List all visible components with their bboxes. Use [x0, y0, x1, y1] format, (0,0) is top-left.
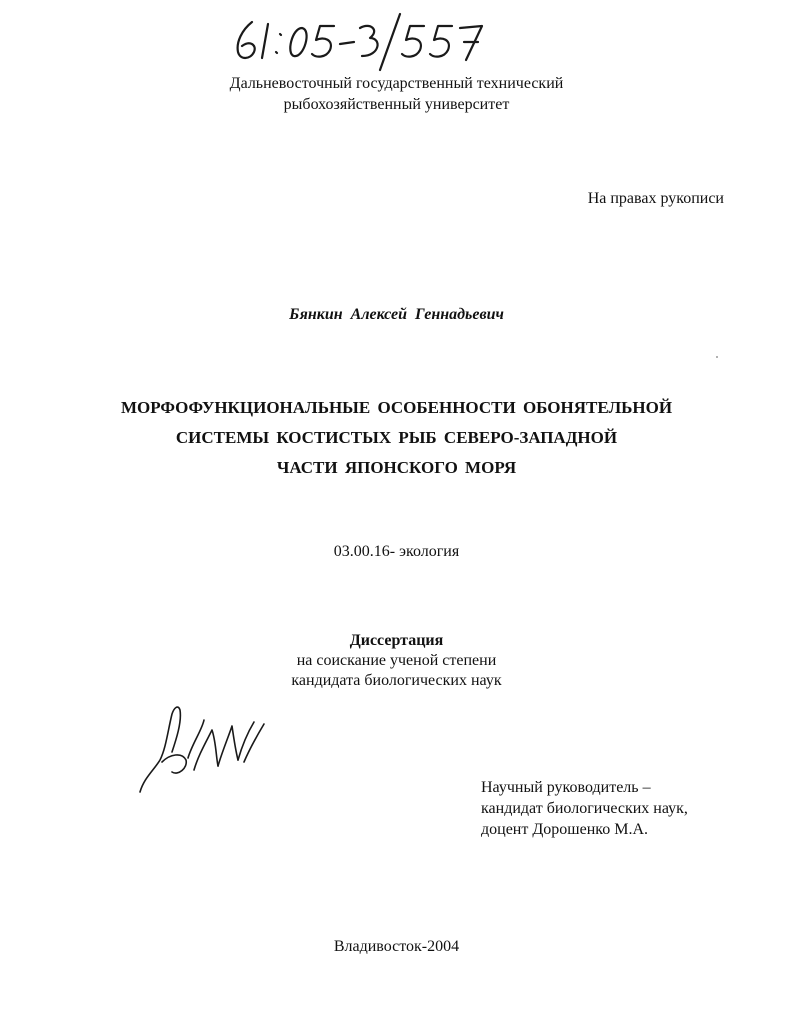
city-year: Владивосток-2004	[333, 938, 460, 955]
university-name	[100, 73, 693, 115]
scan-speck	[716, 356, 718, 358]
degree-line-3: кандидата биологических наук	[291, 672, 502, 689]
specialty-code: 03.00.16- экология	[333, 543, 460, 560]
handwritten-archive-code	[228, 8, 488, 74]
rights-note: На правах рукописи	[587, 190, 724, 207]
supervisor-line-3: доцент Дорошенко М.А.	[481, 821, 648, 838]
degree-heading: Диссертация	[349, 632, 444, 649]
degree-line-2: на соискание ученой степени	[296, 652, 497, 669]
dissertation-title	[60, 393, 733, 483]
supervisor-line-1: Научный руководитель –	[481, 779, 651, 796]
university-line-2: рыбохозяйственный университет	[283, 96, 510, 113]
supervisor-line-2: кандидат биологических наук,	[481, 800, 688, 817]
degree-block	[190, 631, 603, 691]
title-line-3: ЧАСТИ ЯПОНСКОГО МОРЯ	[276, 458, 517, 477]
author-name: Бянкин Алексей Геннадьевич	[289, 306, 504, 323]
supervisor-block	[481, 777, 771, 840]
title-line-2: СИСТЕМЫ КОСТИСТЫХ РЫБ СЕВЕРО-ЗАПАДНОЙ	[175, 428, 618, 447]
university-line-1: Дальневосточный государственный технический	[229, 75, 564, 92]
title-line-1: МОРФОФУНКЦИОНАЛЬНЫЕ ОСОБЕННОСТИ ОБОНЯТЕЛЬНОЙ	[120, 398, 673, 417]
signature	[132, 700, 272, 800]
